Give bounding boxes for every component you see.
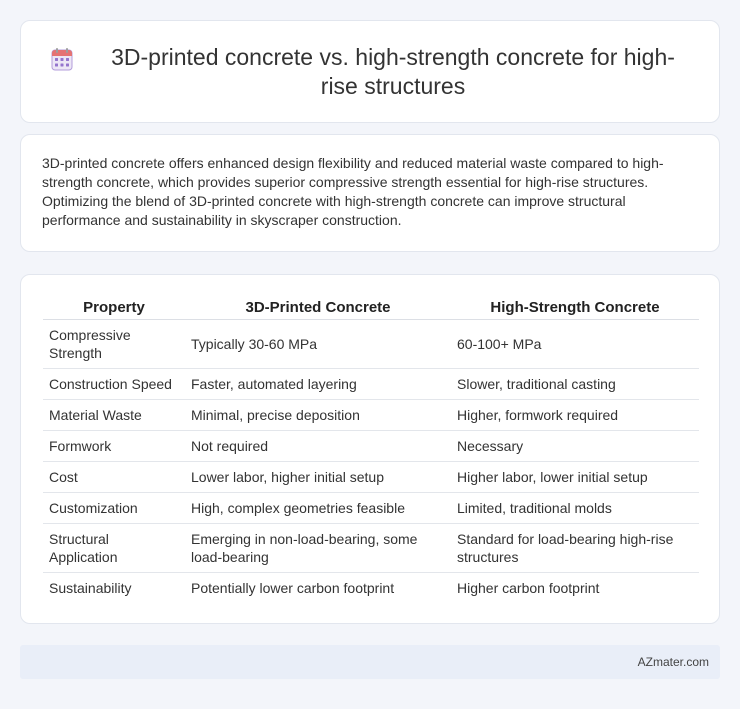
row-property: Construction Speed bbox=[43, 369, 185, 400]
table-header-row bbox=[43, 295, 699, 320]
summary-card bbox=[20, 134, 720, 252]
row-property: Formwork bbox=[43, 431, 185, 462]
row-high-strength-value: Higher, formwork required bbox=[451, 400, 699, 431]
page-title: 3D-printed concrete vs. high-strength concrete for high-rise structures bbox=[111, 43, 675, 99]
row-high-strength-value: Limited, traditional molds bbox=[451, 493, 699, 524]
row-3d-printed-value: Faster, automated layering bbox=[185, 369, 451, 400]
row-3d-printed-value: Potentially lower carbon footprint bbox=[191, 580, 395, 597]
comparison-table bbox=[43, 295, 699, 604]
comparison-card bbox=[20, 274, 720, 624]
row-3d-printed-value: Not required bbox=[185, 431, 451, 462]
row-3d-printed-value: Emerging in non-load-bearing, some load-bearing bbox=[185, 524, 451, 573]
row-property: Sustainability bbox=[49, 580, 132, 597]
row-high-strength-value: 60-100+ MPa bbox=[451, 320, 699, 369]
footer-brand[interactable]: AZmater.com bbox=[637, 655, 709, 669]
table-row bbox=[43, 369, 699, 400]
row-high-strength-value: Necessary bbox=[451, 431, 699, 462]
table-row bbox=[43, 524, 699, 573]
row-high-strength-value: Higher carbon footprint bbox=[457, 580, 600, 597]
table-row bbox=[43, 573, 699, 604]
header-high-strength: High-Strength Concrete bbox=[451, 295, 699, 320]
table-row bbox=[43, 493, 699, 524]
row-high-strength-value: Slower, traditional casting bbox=[451, 369, 699, 400]
table-row bbox=[43, 462, 699, 493]
table-row bbox=[43, 320, 699, 369]
header-property: Property bbox=[43, 295, 185, 320]
summary-text: 3D-printed concrete offers enhanced design flexibility and reduced material waste compared to high-strength concrete, which provides superior compressive strength essential for high-rise structures. Optimizing the blend of 3D-printed concrete with high-strength concrete can improve structural performance and sustainability in skyscraper construction. bbox=[42, 155, 664, 228]
title-card bbox=[20, 20, 720, 123]
row-property: Material Waste bbox=[43, 400, 185, 431]
row-high-strength-value: Standard for load-bearing high-rise structures bbox=[451, 524, 699, 573]
row-property: Customization bbox=[43, 493, 185, 524]
table-row bbox=[43, 431, 699, 462]
calendar-icon bbox=[51, 47, 73, 71]
row-3d-printed-value: High, complex geometries feasible bbox=[185, 493, 451, 524]
row-property: Cost bbox=[43, 462, 185, 493]
row-3d-printed-value: Lower labor, higher initial setup bbox=[185, 462, 451, 493]
row-3d-printed-value: Typically 30-60 MPa bbox=[185, 320, 451, 369]
row-high-strength-value: Higher labor, lower initial setup bbox=[451, 462, 699, 493]
table-row bbox=[43, 400, 699, 431]
header-3d-printed: 3D-Printed Concrete bbox=[185, 295, 451, 320]
footer-bar bbox=[20, 645, 720, 679]
row-property: Structural Application bbox=[43, 524, 185, 573]
row-3d-printed-value: Minimal, precise deposition bbox=[185, 400, 451, 431]
title-wrap bbox=[21, 43, 719, 101]
row-property: Compressive Strength bbox=[43, 320, 185, 369]
